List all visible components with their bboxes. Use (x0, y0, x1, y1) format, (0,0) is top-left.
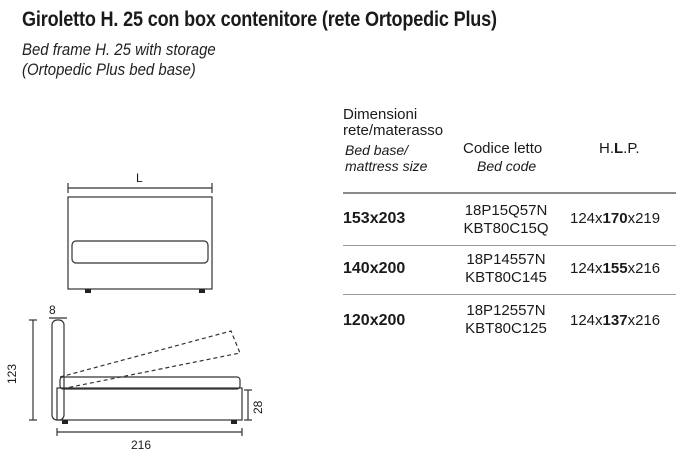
page-title: Giroletto H. 25 con box contenitore (rete Ortopedic Plus) (22, 8, 497, 31)
row-dim-h: 124x (570, 260, 603, 277)
col-dimensions-label-en-1: Bed base/ (345, 142, 409, 158)
headboard (52, 320, 64, 420)
headboard-thickness-label: 8 (49, 303, 56, 317)
row-code-2: KBT80C15Q (463, 220, 549, 237)
row-size: 140x200 (343, 260, 406, 277)
col-dimensions-label-1: Dimensioni (343, 106, 418, 123)
lifted-base-dashed (60, 331, 240, 388)
bed-frame (57, 388, 242, 420)
foot-right (199, 289, 205, 293)
row-dim-l: 137 (602, 312, 628, 329)
col-hlp-l: L (614, 140, 624, 157)
bed-side-view (29, 318, 252, 436)
row-code-1: 18P15Q57N (464, 202, 548, 219)
row-dim-l: 170 (602, 210, 628, 227)
row-dim-l: 155 (602, 260, 628, 277)
row-size: 120x200 (343, 312, 406, 329)
col-hlp-h: H. (599, 140, 614, 157)
mattress (60, 377, 240, 389)
row-code-1: 18P12557N (466, 302, 546, 319)
frame-height-label: 28 (251, 400, 265, 414)
col-dimensions-label-en-2: mattress size (345, 158, 428, 174)
row-dim-h: 124x (570, 210, 603, 227)
row-dim-p: x219 (627, 210, 661, 227)
foot-left (85, 289, 91, 293)
bed-top-view (68, 183, 212, 293)
pillow-shape (72, 241, 208, 263)
col-code-label: Codice letto (463, 140, 543, 157)
side-foot-right (231, 420, 237, 424)
row-dim-p: x216 (627, 312, 661, 329)
row-code-1: 18P14557N (466, 251, 546, 268)
col-hlp-p: .P. (623, 140, 640, 157)
col-code-label-en: Bed code (477, 158, 537, 174)
total-height-label: 123 (5, 363, 19, 384)
row-size: 153x203 (343, 210, 406, 227)
subtitle-line2: (Ortopedic Plus bed base) (22, 60, 196, 79)
row-code-2: KBT80C145 (465, 269, 547, 286)
length-label: 216 (131, 438, 152, 452)
row-dim-h: 124x (570, 312, 603, 329)
row-code-2: KBT80C125 (465, 320, 547, 337)
row-dim-p: x216 (627, 260, 661, 277)
side-foot-left (62, 420, 68, 424)
subtitle-line1: Bed frame H. 25 with storage (22, 40, 216, 59)
width-label: L (136, 171, 143, 185)
col-dimensions-label-2: rete/materasso (343, 122, 444, 139)
bed-outline (68, 197, 212, 289)
